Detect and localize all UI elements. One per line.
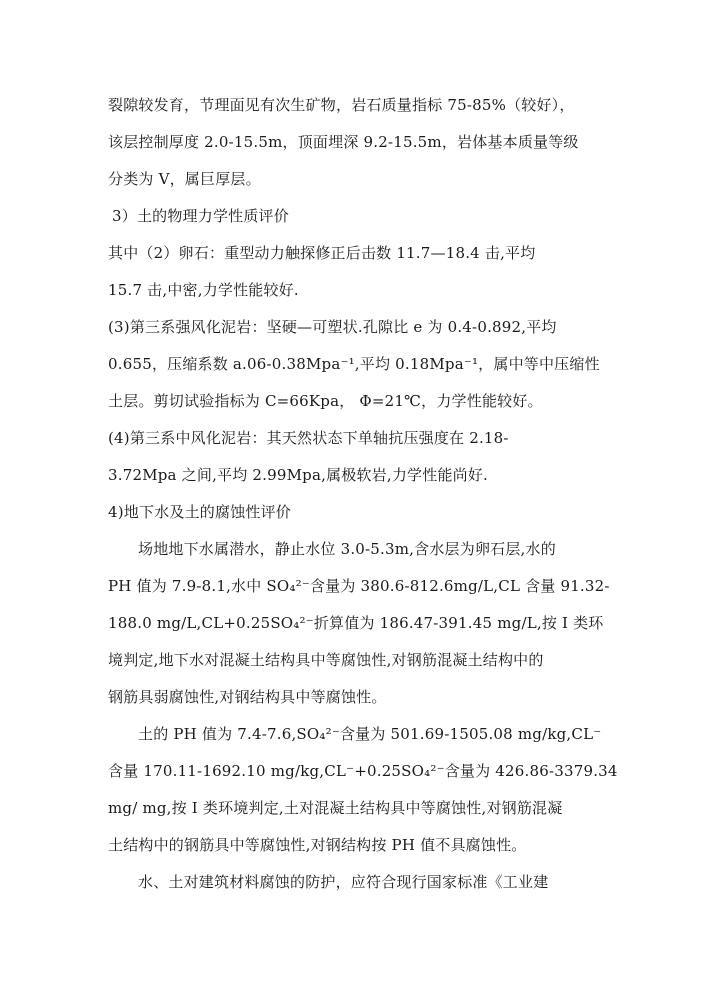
text-line: mg/ mg,按 I 类环境判定,土对混凝土结构具中等腐蚀性,对钢筋混凝 bbox=[108, 799, 563, 817]
text-line: 土层。剪切试验指标为 C=66Kpa， Φ=21℃，力学性能较好。 bbox=[108, 392, 543, 410]
text-line: 土结构中的钢筋具中等腐蚀性,对钢结构按 PH 值不具腐蚀性。 bbox=[108, 836, 527, 854]
section-heading: 4)地下水及土的腐蚀性评价 bbox=[108, 503, 291, 521]
text-line: 场地地下水属潜水，静止水位 3.0-5.3m,含水层为卵石层,水的 bbox=[138, 540, 556, 558]
text-line: 水、土对建筑材料腐蚀的防护，应符合现行国家标准《工业建 bbox=[138, 873, 549, 891]
text-line: (3)第三系强风化泥岩：坚硬—可塑状.孔隙比 e 为 0.4-0.892,平均 bbox=[108, 318, 557, 336]
text-line: 含量 170.11-1692.10 mg/kg,CL⁻+0.25SO₄²⁻含量为 426.86-3379.34 bbox=[108, 762, 618, 780]
text-line: (4)第三系中风化泥岩：其天然状态下单轴抗压强度在 2.18- bbox=[108, 429, 509, 447]
text-line: 境判定,地下水对混凝土结构具中等腐蚀性,对钢筋混凝土结构中的 bbox=[108, 651, 544, 669]
text-line: 其中（2）卵石：重型动力触探修正后击数 11.7—18.4 击,平均 bbox=[108, 244, 536, 262]
text-line: 0.655，压缩系数 a.06-0.38Mpa⁻¹,平均 0.18Mpa⁻¹，属中等中压缩性 bbox=[108, 355, 600, 373]
text-line: 15.7 击,中密,力学性能较好. bbox=[108, 281, 299, 299]
text-line: 分类为 V，属巨厚层。 bbox=[108, 170, 261, 188]
section-heading: 3）土的物理力学性质评价 bbox=[112, 207, 289, 225]
text-line: 土的 PH 值为 7.4-7.6,SO₄²⁻含量为 501.69-1505.08 mg/kg,CL⁻ bbox=[138, 725, 602, 743]
text-line: 该层控制厚度 2.0-15.5m，顶面埋深 9.2-15.5m，岩体基本质量等级 bbox=[108, 133, 579, 151]
text-line: 3.72Mpa 之间,平均 2.99Mpa,属极软岩,力学性能尚好. bbox=[108, 466, 489, 484]
text-line: 188.0 mg/L,CL+0.25SO₄²⁻折算值为 186.47-391.45 mg/L,按 I 类环 bbox=[108, 614, 604, 632]
text-line: 钢筋具弱腐蚀性,对钢结构具中等腐蚀性。 bbox=[108, 688, 387, 706]
text-line: 裂隙较发育，节理面见有次生矿物，岩石质量指标 75-85%（较好）， bbox=[108, 96, 575, 114]
text-line: PH 值为 7.9-8.1,水中 SO₄²⁻含量为 380.6-812.6mg/L,CL 含量 91.32- bbox=[108, 577, 610, 595]
